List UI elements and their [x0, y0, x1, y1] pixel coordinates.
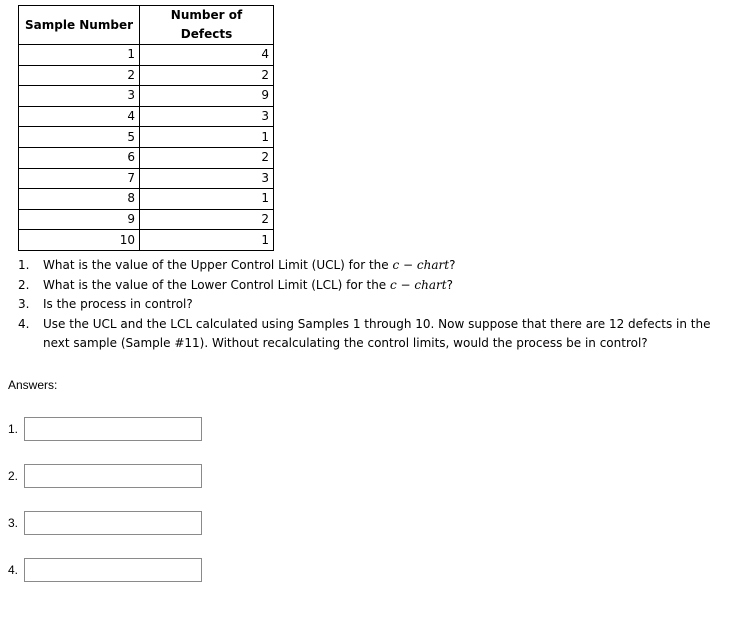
question-item: [18, 256, 730, 276]
defects-cell: 1: [140, 189, 274, 210]
answer-row: [8, 558, 202, 582]
table-header-row: [19, 6, 274, 45]
question-number: 3.: [18, 297, 30, 311]
sample-number-cell: 3: [19, 86, 140, 107]
table-row: [19, 127, 274, 148]
question-math: c − chart: [392, 258, 450, 272]
question-suffix: ?: [449, 258, 456, 272]
defects-cell: 9: [140, 86, 274, 107]
question-number: 1.: [18, 258, 30, 272]
answer-field-2[interactable]: [24, 464, 202, 488]
header-sample-number: Sample Number: [19, 6, 140, 45]
defects-cell: 2: [140, 209, 274, 230]
question-item: [18, 295, 730, 315]
question-math: c − chart: [390, 277, 447, 292]
sample-number-cell: 1: [19, 45, 140, 66]
question-item: [18, 315, 730, 354]
sample-number-cell: 9: [19, 209, 140, 230]
table-row: [19, 209, 274, 230]
answer-number: 4.: [8, 563, 19, 577]
answer-row: [8, 511, 202, 535]
sample-number-cell: 4: [19, 106, 140, 127]
answer-row: [8, 464, 202, 488]
table-row: [19, 106, 274, 127]
defects-table: [18, 5, 274, 251]
table-row: [19, 168, 274, 189]
table-row: [19, 65, 274, 86]
answer-field-4[interactable]: [24, 558, 202, 582]
defects-cell: 2: [140, 65, 274, 86]
question-prefix: What is the value of the Upper Control Limit (UCL) for the: [43, 258, 393, 272]
table-row: [19, 147, 274, 168]
question-text: Use the UCL and the LCL calculated using Samples 1 through 10. Now suppose that there are 12 defects in the next sample (Sample #11). Without recalculating the control limits, would the process be in control?: [43, 316, 711, 350]
sample-number-cell: 10: [19, 230, 140, 251]
answer-row: [8, 417, 202, 441]
sample-number-cell: 2: [19, 65, 140, 86]
defects-cell: 3: [140, 106, 274, 127]
answer-number: 2.: [8, 469, 19, 483]
defects-cell: 4: [140, 45, 274, 66]
answer-number: 3.: [8, 516, 19, 530]
question-number: 4.: [18, 316, 30, 331]
question-text: [43, 256, 730, 276]
sample-number-cell: 8: [19, 189, 140, 210]
question-suffix: ?: [446, 277, 453, 292]
answers-label: Answers:: [8, 378, 58, 392]
defects-cell: 1: [140, 230, 274, 251]
question-text: Is the process in control?: [43, 297, 193, 311]
sample-number-cell: 5: [19, 127, 140, 148]
table-row: [19, 189, 274, 210]
answer-number: 1.: [8, 422, 19, 436]
question-item: [18, 276, 730, 296]
table-row: [19, 45, 274, 66]
question-number: 2.: [18, 277, 30, 292]
sample-number-cell: 7: [19, 168, 140, 189]
sample-number-cell: 6: [19, 147, 140, 168]
table-row: [19, 230, 274, 251]
answer-field-3[interactable]: [24, 511, 202, 535]
defects-cell: 1: [140, 127, 274, 148]
defects-cell: 3: [140, 168, 274, 189]
defects-cell: 2: [140, 147, 274, 168]
question-list: [18, 256, 730, 354]
answer-field-1[interactable]: [24, 417, 202, 441]
question-prefix: What is the value of the Lower Control Limit (LCL) for the: [43, 277, 390, 292]
header-number-of-defects: Number of Defects: [140, 6, 274, 45]
question-text: [43, 276, 730, 296]
table-row: [19, 86, 274, 107]
